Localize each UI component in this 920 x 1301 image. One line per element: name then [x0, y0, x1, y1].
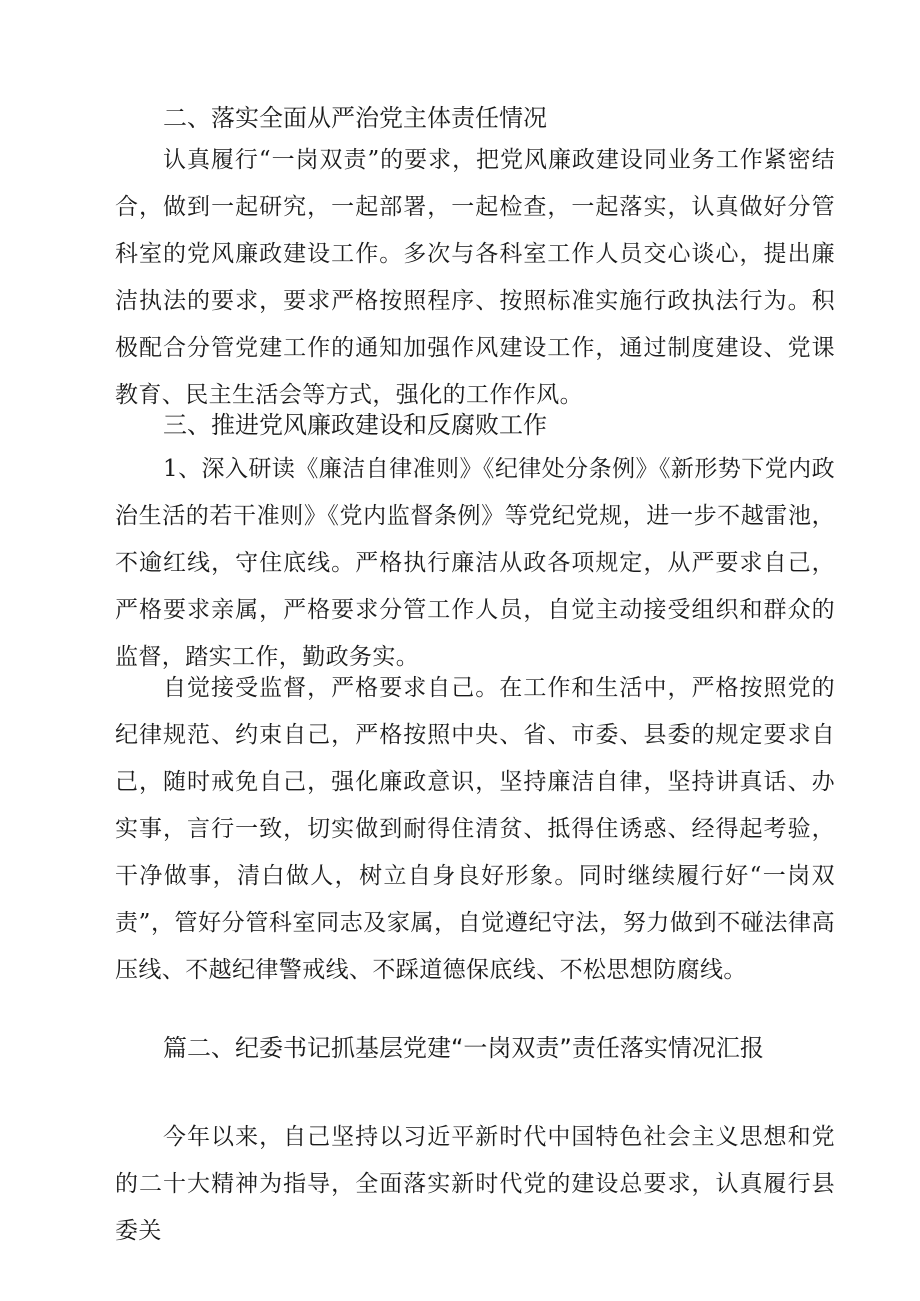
- section-two-heading: 二、落实全面从严治党主体责任情况: [163, 104, 547, 132]
- part-two-paragraph: 今年以来，自己坚持以习近平新时代中国特色社会主义思想和党的二十大精神为指导，全面落实新时代党的建设总要求，认真履行县委关: [115, 1124, 835, 1244]
- section-three-heading: 三、推进党风廉政建设和反腐败工作: [163, 411, 547, 439]
- part-two-title: 篇二、纪委书记抓基层党建“一岗双责”责任落实情况汇报: [163, 1034, 764, 1062]
- section-two-paragraph: 认真履行“一岗双责”的要求，把党风廉政建设同业务工作紧密结合，做到一起研究，一起部署，一起检查，一起落实，认真做好分管科室的党风廉政建设工作。多次与各科室工作人员交心谈心，提出廉洁执法的要求，要求严格按照程序、按照标准实施行政执法行为。积极配合分管党建工作的通知加强作风建设工作，通过制度建设、党课教育、民主生活会等方式，强化的工作作风。: [115, 147, 835, 408]
- section-three-paragraph-1: 1、深入研读《廉洁自律准则》《纪律处分条例》《新形势下党内政治生活的若干准则》《党内监督条例》等党纪党规，进一步不越雷池，不逾红线，守住底线。严格执行廉洁从政各项规定，从严要求自己，严格要求亲属，严格要求分管工作人员，自觉主动接受组织和群众的监督，踏实工作，勤政务实。: [115, 456, 835, 670]
- section-three-paragraph-2: 自觉接受监督，严格要求自己。在工作和生活中，严格按照党的纪律规范、约束自己，严格按照中央、省、市委、县委的规定要求自己，随时戒免自己，强化廉政意识，坚持廉洁自律，坚持讲真话、办实事，言行一致，切实做到耐得住清贫、抵得住诱惑、经得起考验，干净做事，清白做人，树立自身良好形象。同时继续履行好“一岗双责”，管好分管科室同志及家属，自觉遵纪守法，努力做到不碰法律高压线、不越纪律警戒线、不踩道德保底线、不松思想防腐线。: [115, 675, 835, 983]
